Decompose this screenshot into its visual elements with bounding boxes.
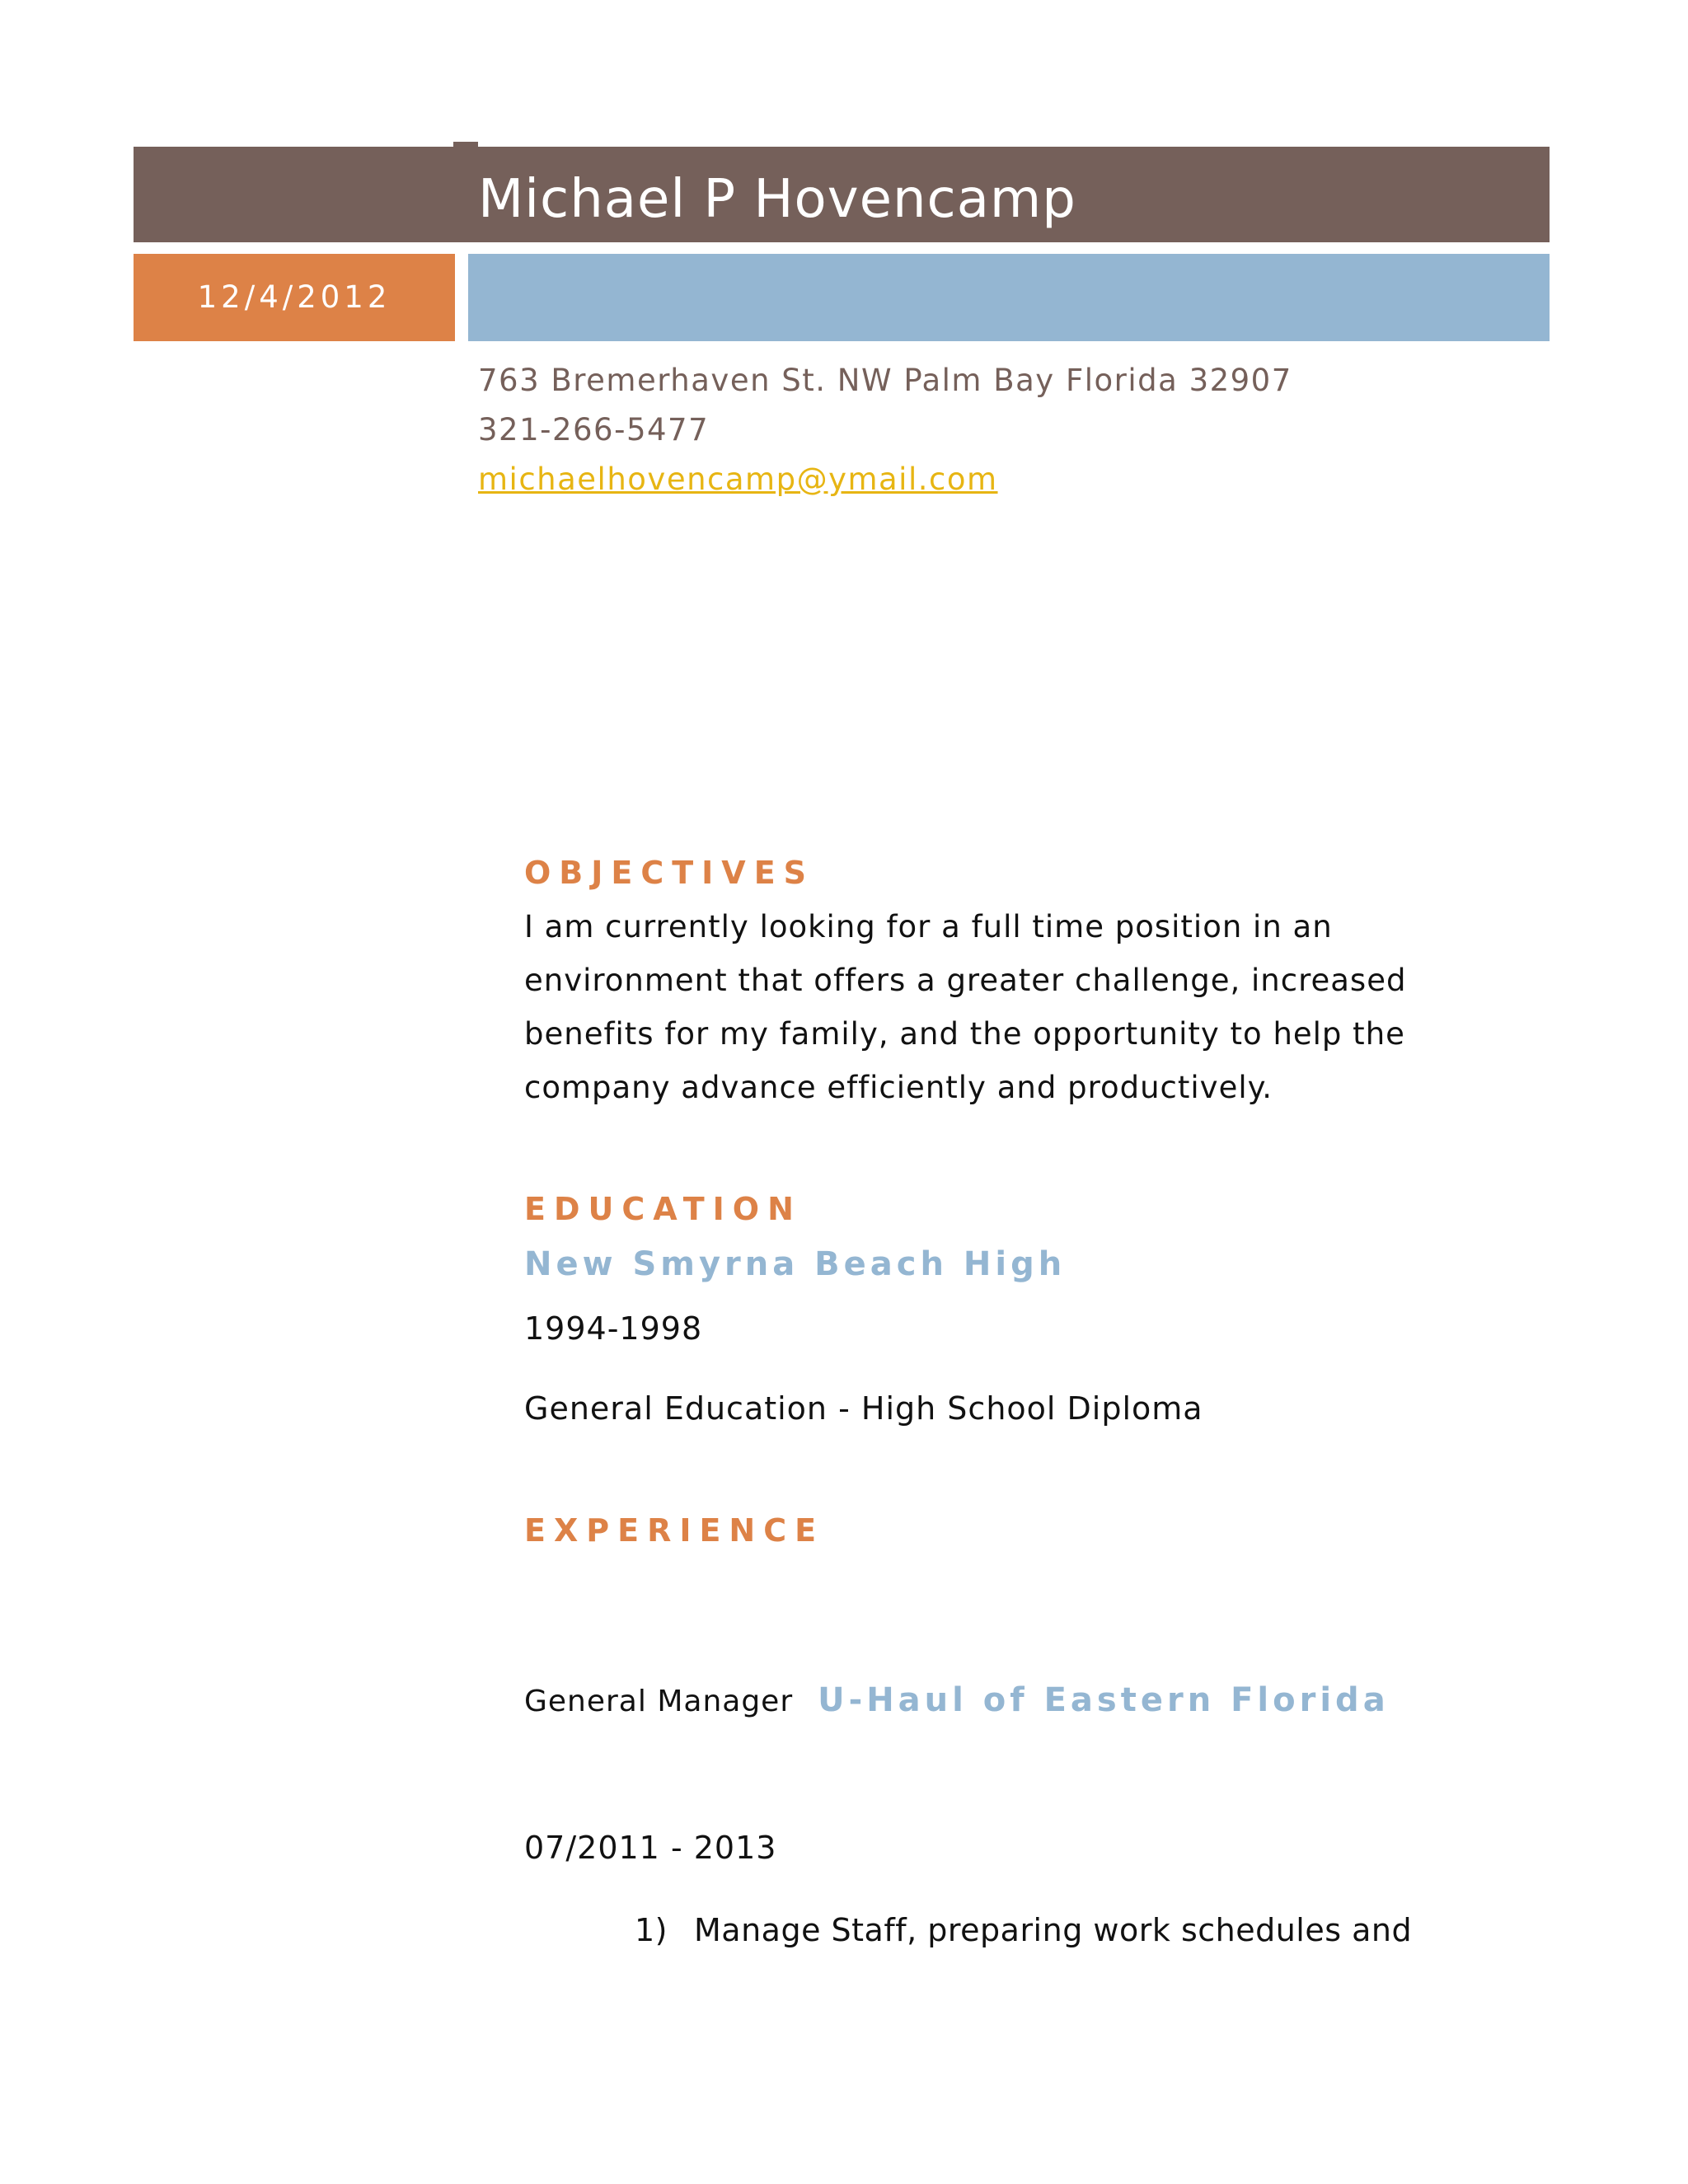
list-item-text: Manage Staff, preparing work schedules and [694, 1912, 1413, 1948]
address: 763 Bremerhaven St. NW Palm Bay Florida 32907 [478, 363, 1292, 398]
job-title: General Manager [524, 1685, 794, 1718]
list-item [635, 1905, 1412, 1955]
job-entry [524, 1681, 1530, 1719]
company-name: U-Haul of Eastern Florida [818, 1681, 1390, 1719]
school-name: New Smyrna Beach High [524, 1245, 1067, 1283]
job-dates: 07/2011 - 2013 [524, 1830, 777, 1866]
phone-number: 321-266-5477 [478, 412, 710, 448]
list-item-number: 1) [635, 1912, 668, 1948]
experience-section [524, 1510, 1530, 1551]
education-heading: EDUCATION [524, 1191, 802, 1227]
applicant-name: Michael P Hovencamp [478, 169, 1076, 230]
school-years: 1994-1998 [524, 1310, 703, 1347]
degree: General Education - High School Diploma [524, 1390, 1203, 1427]
accent-banner [468, 254, 1550, 341]
education-section [524, 1188, 1530, 1433]
resume-date: 12/4/2012 [197, 279, 392, 315]
email-link[interactable]: michaelhovencamp@ymail.com [478, 462, 998, 497]
contact-block [478, 356, 1292, 504]
experience-heading: EXPERIENCE [524, 1512, 825, 1549]
objectives-heading: OBJECTIVES [524, 855, 815, 891]
objectives-text: I am currently looking for a full time position in an environment that offers a greater challenge, increased benefits for my family, and the opportunity to help the company advance efficiently and productively. [524, 909, 1407, 1105]
objectives-section [524, 852, 1530, 1114]
